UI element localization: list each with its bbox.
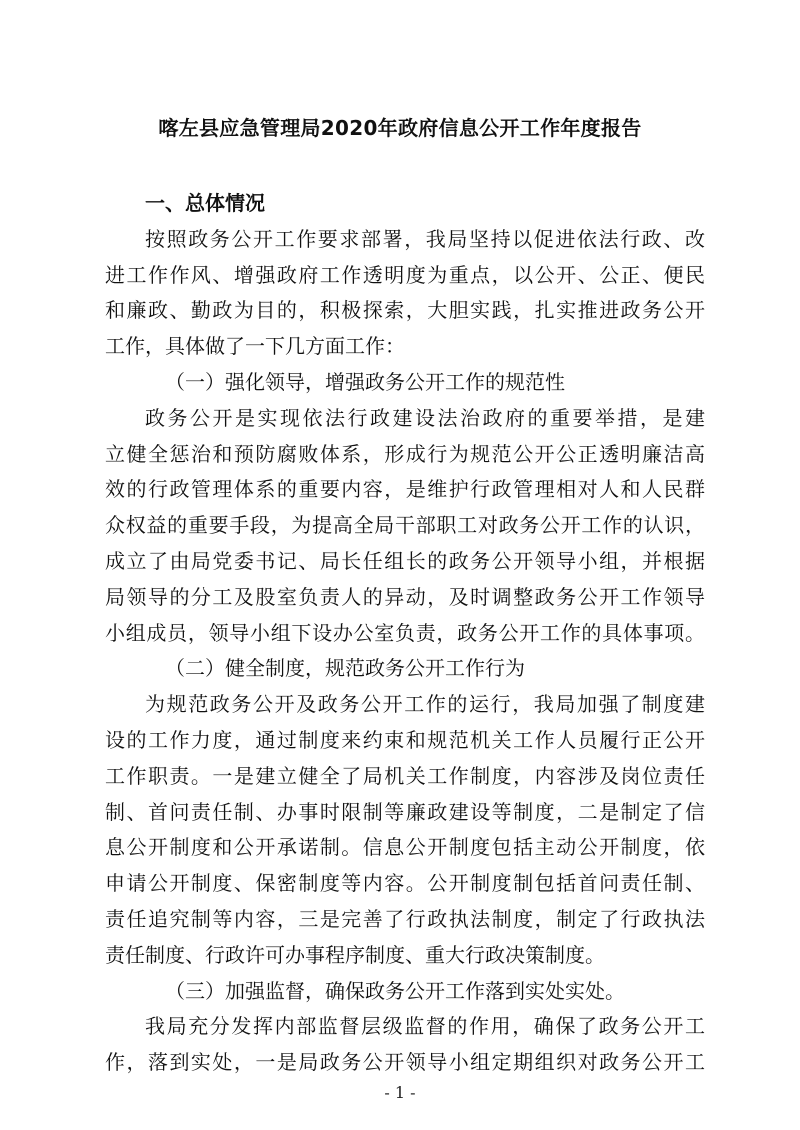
paragraph-line: 作，落到实处，一是局政务公开领导小组定期组织对政务公开工 [105,1050,705,1075]
paragraph-line: 工作，具体做了一下几方面工作： [105,334,405,359]
paragraph-line: 设的工作力度，通过制度来约束和规范机关工作人员履行正公开 [105,727,705,752]
paragraph-line: 效的行政管理体系的重要内容，是维护行政管理相对人和人民群 [105,477,705,502]
paragraph-line: 进工作作风、增强政府工作透明度为重点，以公开、公正、便民 [105,262,705,287]
paragraph-line: 工作职责。一是建立健全了局机关工作制度，内容涉及岗位责任 [105,763,705,788]
paragraph-line: 息公开制度和公开承诺制。信息公开制度包括主动公开制度，依 [105,835,705,860]
paragraph-line: 立健全惩治和预防腐败体系，形成行为规范公开公正透明廉洁高 [105,441,705,466]
section-heading: 一、总体情况 [145,191,265,215]
paragraph-line: 局领导的分工及股室负责人的异动，及时调整政务公开工作领导 [105,584,705,609]
page-number: - 1 - [384,1083,416,1102]
paragraph-line: 按照政务公开工作要求部署，我局坚持以促进依法行政、改 [145,226,705,251]
paragraph-line: 责任制度、行政许可办事程序制度、重大行政决策制度。 [105,942,605,967]
subsection-heading: （一）强化领导，增强政务公开工作的规范性 [165,369,565,394]
paragraph-line: 制、首问责任制、办事时限制等廉政建设等制度，二是制定了信 [105,799,705,824]
paragraph-line: 我局充分发挥内部监督层级监督的作用，确保了政务公开工 [145,1014,705,1039]
subsection-heading: （二）健全制度，规范政务公开工作行为 [165,656,525,681]
paragraph-line: 政务公开是实现依法行政建设法治政府的重要举措，是建 [145,405,705,430]
document-body [105,186,705,1081]
paragraph-line: 和廉政、勤政为目的，积极探索，大胆实践，扎实推进政务公开 [105,298,705,323]
paragraph-line: 小组成员，领导小组下设办公室负责，政务公开工作的具体事项。 [105,620,705,645]
paragraph-line: 成立了由局党委书记、局长任组长的政务公开领导小组，并根据 [105,548,705,573]
paragraph-line: 众权益的重要手段，为提高全局干部职工对政务公开工作的认识， [105,513,705,538]
paragraph-line: 申请公开制度、保密制度等内容。公开制度制包括首问责任制、 [105,871,705,896]
subsection-heading: （三）加强监督，确保政务公开工作落到实处实处。 [165,978,625,1003]
paragraph-line: 责任追究制等内容，三是完善了行政执法制度，制定了行政执法 [105,906,705,931]
document-title: 喀左县应急管理局2020年政府信息公开工作年度报告 [158,116,642,140]
paragraph-line: 为规范政务公开及政务公开工作的运行，我局加强了制度建 [145,692,705,717]
